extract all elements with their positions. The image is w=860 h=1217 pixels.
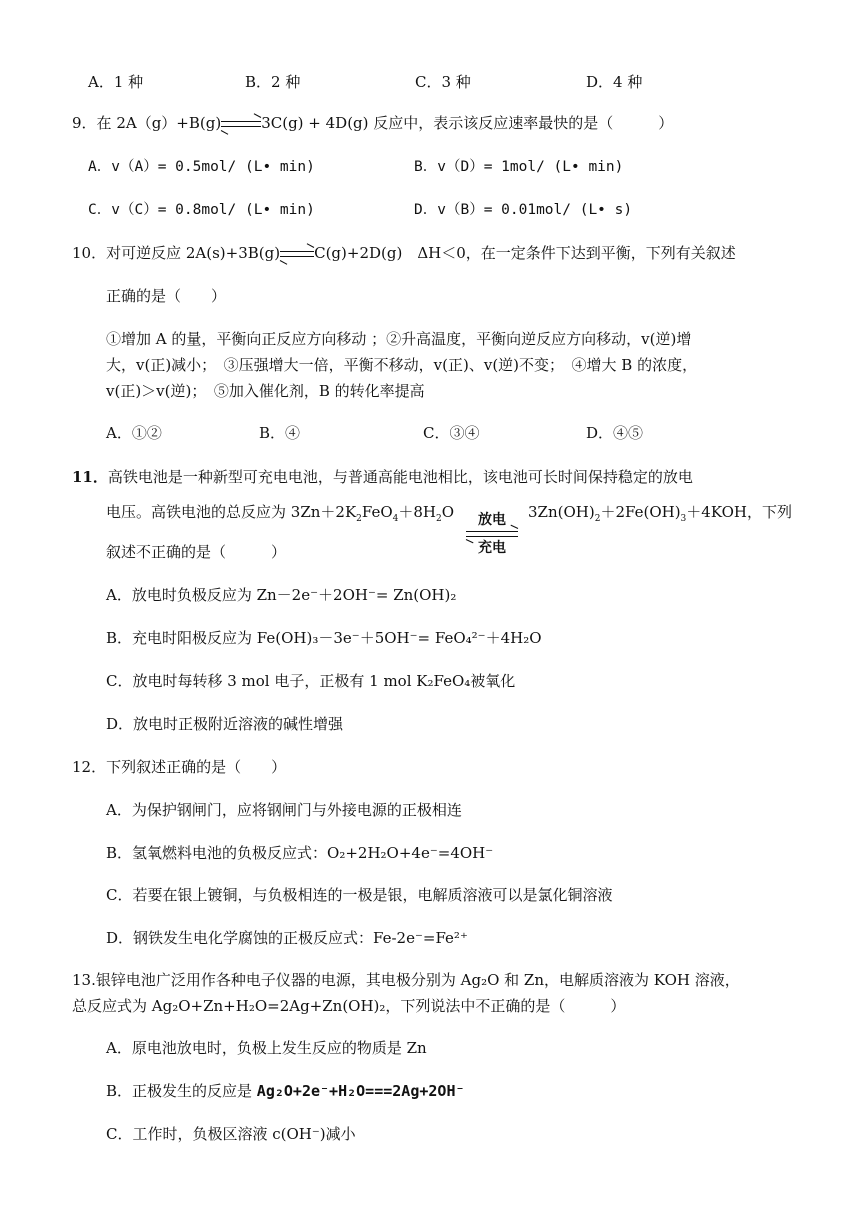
equilibrium-arrow-icon xyxy=(280,247,314,261)
q13-option-b xyxy=(106,1080,465,1102)
q12-option-d: D．钢铁发生电化学腐蚀的正极反应式：Fe-2e⁻=Fe²⁺ xyxy=(106,929,468,947)
q11-stem-line1 xyxy=(72,466,693,488)
q9-number: 9． xyxy=(72,114,97,132)
q11-stem-line3: 叙述不正确的是（ ） xyxy=(106,543,287,561)
q10-statement-line2: 大，v(正)减小； ③压强增大一倍，平衡不移动，v(正)、v(逆)不变； ④增大 B 的浓度， xyxy=(106,356,698,374)
arrow-label-discharge: 放电 xyxy=(478,512,506,528)
q12-option-a: A．为保护钢闸门，应将钢闸门与外接电源的正极相连 xyxy=(106,801,462,819)
q8-option-d: D．4 种 xyxy=(586,73,643,91)
q10-stem-pre: 对可逆反应 2A(s)+3B(g) xyxy=(106,244,281,262)
q11-stem-line2: 电压。高铁电池的总反应为 $3Zn+2K_2FeO_4+8H_2O$ xyxy=(106,503,455,524)
arrow-label-charge: 充电 xyxy=(478,540,506,556)
q11-text-a: 电压。高铁电池的总反应为 3Zn＋2K xyxy=(106,503,357,521)
q9-option-b: B．v（D）= 1mol/ (L• min) xyxy=(414,159,624,175)
q12-option-b: B．氢氧燃料电池的负极反应式：O₂+2H₂O+4e⁻=4OH⁻ xyxy=(106,844,494,862)
q11-text-d: O xyxy=(441,503,455,521)
q13-option-b-formula: Ag₂O+2e⁻+H₂O===2Ag+2OH⁻ xyxy=(256,1082,465,1100)
q13-option-a: A．原电池放电时，负极上发生反应的物质是 Zn xyxy=(106,1039,427,1057)
q8-option-c: C．3 种 xyxy=(415,73,471,91)
q11-text-e: 3Zn(OH) xyxy=(528,503,595,521)
q10-option-d: D．④⑤ xyxy=(586,424,644,442)
q13-number: 13. xyxy=(72,971,96,989)
q10-stem-post: C(g)+2D(g) ΔH＜0，在一定条件下达到平衡，下列有关叙述 xyxy=(314,244,736,262)
q9-stem xyxy=(72,112,673,134)
q11-text-f: ＋2Fe(OH) xyxy=(600,503,681,521)
q10-option-a: A．①② xyxy=(106,424,162,442)
q8-option-b: B．2 种 xyxy=(245,73,301,91)
q10-number: 10． xyxy=(72,244,107,262)
q9-option-d: D．v（B）= 0.01mol/ (L• s) xyxy=(414,202,633,218)
q11-option-c: C．放电时每转移 3 mol 电子，正极有 1 mol K₂FeO₄被氧化 xyxy=(106,672,516,690)
q10-statement-line3: v(正)＞v(逆)； ⑤加入催化剂，B 的转化率提高 xyxy=(106,382,425,400)
q11-text-c: ＋8H xyxy=(398,503,437,521)
q10-stem-line2: 正确的是（ ） xyxy=(106,287,227,305)
q12-stem xyxy=(72,756,286,778)
q12-number: 12． xyxy=(72,758,107,776)
q11-option-d: D．放电时正极附近溶液的碱性增强 xyxy=(106,715,344,733)
q11-stem-line2-right: $3Zn(OH)_2+2Fe(OH)_3+4KOH$，下列 xyxy=(528,503,793,524)
q13-stem-text: 银锌电池广泛用作各种电子仪器的电源，其电极分别为 Ag₂O 和 Zn，电解质溶液为 KOH 溶液， xyxy=(95,971,740,989)
reversible-reaction-arrow xyxy=(462,512,522,556)
q9-option-c: C．v（C）= 0.8mol/ (L• min) xyxy=(88,202,315,218)
q8-option-a: A．1 种 xyxy=(88,73,144,91)
q11-option-b: B．充电时阳极反应为 Fe(OH)₃－3e⁻＋5OH⁻= FeO₄²⁻＋4H₂O xyxy=(106,629,542,647)
q10-statement-line1: ①增加 A 的量，平衡向正反应方向移动 ；②升高温度，平衡向逆反应方向移动，v(逆)增 xyxy=(106,330,692,348)
q11-text-b: FeO xyxy=(361,503,393,521)
q9-stem-post: 3C(g) + 4D(g) 反应中，表示该反应速率最快的是（ ） xyxy=(261,114,674,132)
q11-text-g: ＋4KOH，下列 xyxy=(686,503,793,521)
q13-option-b-text: B．正极发生的反应是 xyxy=(106,1082,257,1100)
q9-stem-pre: 在 2A（g）+B(g) xyxy=(96,114,222,132)
q12-option-c: C．若要在银上镀铜，与负极相连的一极是银，电解质溶液可以是氯化铜溶液 xyxy=(106,886,613,904)
q10-option-c: C．③④ xyxy=(423,424,480,442)
q13-stem-line1 xyxy=(72,969,740,991)
q11-stem-text: 高铁电池是一种新型可充电电池，与普通高能电池相比，该电池可长时间保持稳定的放电 xyxy=(107,468,693,486)
q9-option-a: A．v（A）= 0.5mol/ (L• min) xyxy=(88,159,315,175)
q11-number: 11． xyxy=(72,468,108,486)
q11-option-a: A．放电时负极反应为 Zn－2e⁻＋2OH⁻= Zn(OH)₂ xyxy=(106,586,457,604)
q12-stem-text: 下列叙述正确的是（ ） xyxy=(106,758,287,776)
q10-stem xyxy=(72,242,736,264)
q13-stem-line2: 总反应式为 Ag₂O+Zn+H₂O=2Ag+Zn(OH)₂，下列说法中不正确的是（ ） xyxy=(72,997,626,1015)
q10-option-b: B．④ xyxy=(259,424,301,442)
equilibrium-arrow-icon xyxy=(221,117,261,131)
q13-option-c: C．工作时，负极区溶液 c(OH⁻)减小 xyxy=(106,1125,356,1143)
